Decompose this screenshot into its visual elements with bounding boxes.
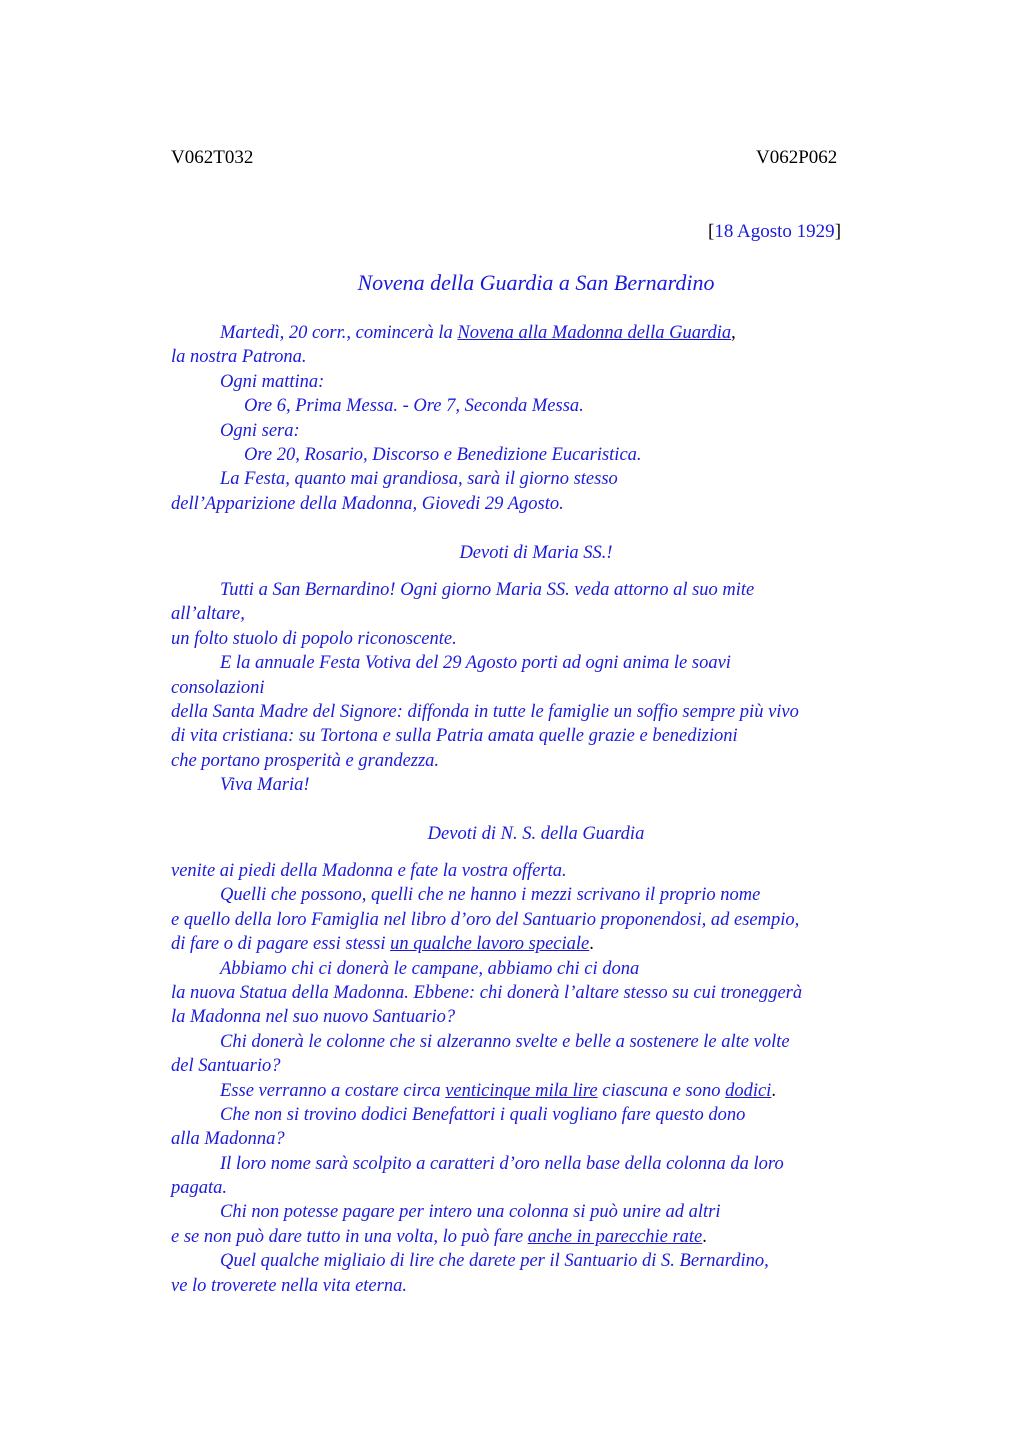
section-announcement bbox=[171, 321, 911, 516]
paragraph-line: di fare o di pagare essi stessi un qualche lavoro speciale. bbox=[171, 934, 594, 955]
paragraph-line: la Madonna nel suo nuovo Santuario? bbox=[171, 1007, 456, 1028]
underlined-parecchie-rate: anche in parecchie rate bbox=[527, 1226, 703, 1247]
text-run: di fare o di pagare essi stessi bbox=[171, 934, 391, 955]
paragraph-line: pagata. bbox=[171, 1178, 228, 1199]
paragraph-line: Abbiamo chi ci donerà le campane, abbiamo chi ci dona bbox=[220, 958, 640, 979]
paragraph-line: Esse verranno a costare circa venticinque mila lire ciascuna e sono dodici. bbox=[220, 1080, 776, 1101]
paragraph-line: E la annuale Festa Votiva del 29 Agosto porti ad ogni anima le soavi bbox=[220, 653, 731, 674]
paragraph-line: Ogni sera: bbox=[220, 420, 300, 441]
paragraph-line: un folto stuolo di popolo riconoscente. bbox=[171, 628, 457, 649]
paragraph-line: alla Madonna? bbox=[171, 1129, 285, 1150]
paragraph-line: Martedì, 20 corr., comincerà la Novena alla Madonna della Guardia, bbox=[220, 323, 736, 343]
text-run: e se non può dare tutto in una volta, lo può fare bbox=[171, 1226, 528, 1247]
paragraph-line: Viva Maria! bbox=[220, 775, 310, 796]
section-devoti-guardia bbox=[171, 859, 911, 1298]
paragraph-line: la nuova Statua della Madonna. Ebbene: chi donerà l’altare stesso su cui troneggerà bbox=[171, 982, 803, 1003]
paragraph-line: Tutti a San Bernardino! Ogni giorno Maria SS. veda attorno al suo mite bbox=[220, 580, 755, 600]
heading-devoti-guardia: Devoti di N. S. della Guardia bbox=[427, 824, 645, 844]
paragraph-line: la nostra Patrona. bbox=[171, 347, 307, 368]
paragraph-line: Quel qualche migliaio di lire che darete per il Santuario di S. Bernardino, bbox=[220, 1251, 769, 1272]
paragraph-line: e se non può dare tutto in una volta, lo può fare anche in parecchie rate. bbox=[171, 1226, 707, 1247]
underlined-lavoro-speciale: un qualche lavoro speciale bbox=[390, 934, 590, 955]
paragraph-line: Chi non potesse pagare per intero una colonna si può unire ad altri bbox=[220, 1202, 721, 1223]
text-run: Esse verranno a costare circa bbox=[220, 1080, 446, 1101]
paragraph-line: della Santa Madre del Signore: diffonda in tutte le famiglie un soffio sempre più vivo bbox=[171, 701, 799, 722]
paragraph-line: Quelli che possono, quelli che ne hanno i mezzi scrivano il proprio nome bbox=[220, 885, 761, 906]
underlined-venticinque-mila-lire: venticinque mila lire bbox=[445, 1080, 598, 1101]
section-devoti-maria bbox=[171, 578, 911, 798]
right-reference-code: V062P062 bbox=[756, 147, 838, 168]
heading-devoti-maria: Devoti di Maria SS.! bbox=[459, 543, 613, 563]
paragraph-line: del Santuario? bbox=[171, 1056, 281, 1077]
underlined-novena: Novena alla Madonna della Guardia bbox=[457, 323, 732, 343]
paragraph-line: Ogni mattina: bbox=[220, 371, 325, 392]
paragraph-line: venite ai piedi della Madonna e fate la vostra offerta. bbox=[171, 861, 567, 881]
paragraph-line: ve lo troverete nella vita eterna. bbox=[171, 1275, 407, 1296]
document-title: Novena della Guardia a San Bernardino bbox=[357, 270, 715, 295]
text-run: Martedì, 20 corr., comincerà la bbox=[220, 323, 458, 343]
paragraph-line: Che non si trovino dodici Benefattori i quali vogliano fare questo dono bbox=[220, 1104, 746, 1125]
left-reference-code: V062T032 bbox=[171, 147, 254, 168]
paragraph-line: Chi donerà le colonne che si alzeranno svelte e belle a sostenere le alte volte bbox=[220, 1031, 790, 1052]
underlined-dodici: dodici bbox=[725, 1080, 772, 1101]
paragraph-line: La Festa, quanto mai grandiosa, sarà il giorno stesso bbox=[220, 469, 618, 490]
text-run: ciascuna e sono bbox=[597, 1080, 726, 1101]
paragraph-line: dell’Apparizione della Madonna, Giovedi 29 Agosto. bbox=[171, 493, 564, 514]
document-date: [18 Agosto 1929] bbox=[708, 221, 842, 242]
paragraph-line: Il loro nome sarà scolpito a caratteri d’oro nella base della colonna da loro bbox=[220, 1153, 784, 1174]
paragraph-line: che portano prosperità e grandezza. bbox=[171, 750, 440, 771]
paragraph-line: consolazioni bbox=[171, 677, 265, 698]
date-text: 18 Agosto 1929 bbox=[714, 221, 835, 242]
paragraph-line: all’altare, bbox=[171, 604, 245, 625]
paragraph-line: di vita cristiana: su Tortona e sulla Patria amata quelle grazie e benedizioni bbox=[171, 726, 738, 747]
paragraph-line: e quello della loro Famiglia nel libro d’oro del Santuario proponendosi, ad esempio, bbox=[171, 909, 800, 930]
paragraph-line: Ore 20, Rosario, Discorso e Benedizione Eucaristica. bbox=[244, 444, 642, 465]
paragraph-line: Ore 6, Prima Messa. - Ore 7, Seconda Messa. bbox=[244, 396, 584, 417]
